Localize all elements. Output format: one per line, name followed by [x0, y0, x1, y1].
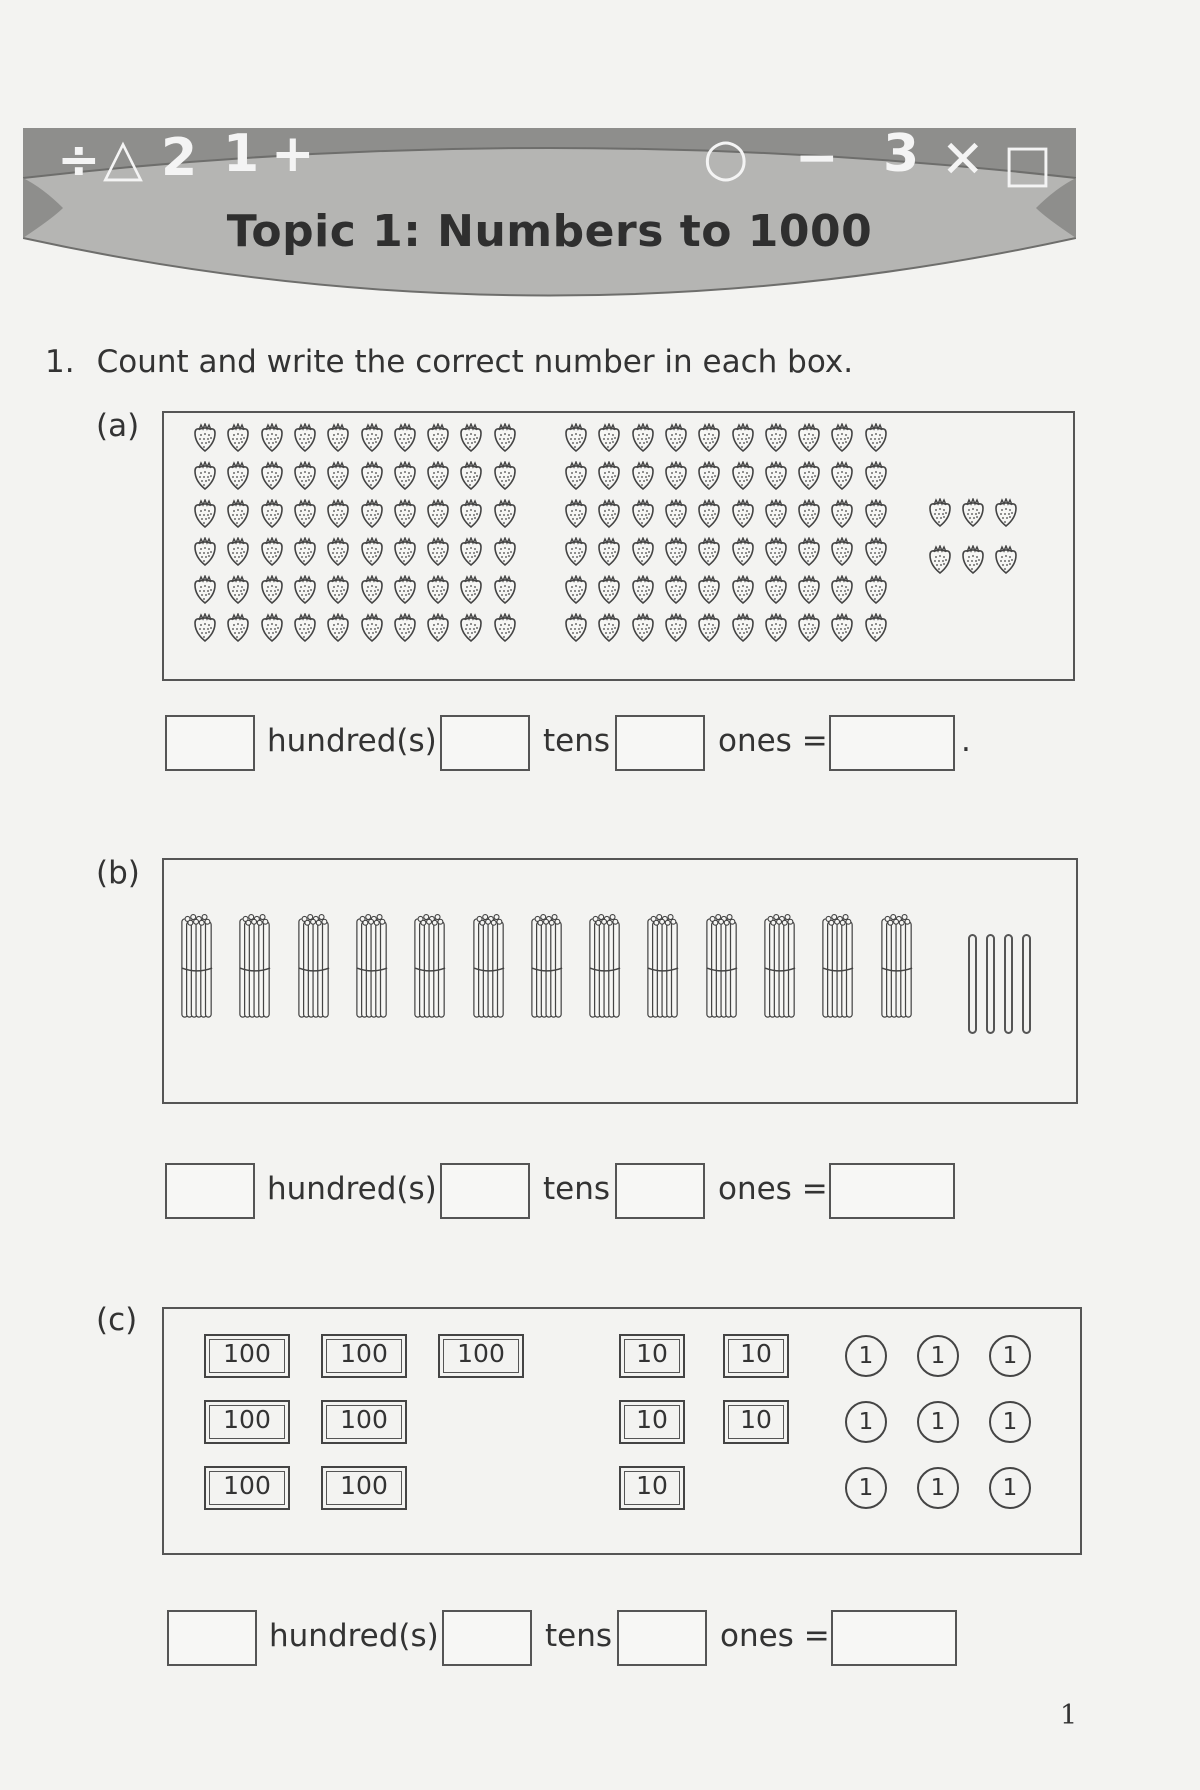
- strawberry-icon: [457, 575, 485, 605]
- loose-stick-icon: [1004, 934, 1013, 1034]
- strawberry-icon: [992, 545, 1020, 575]
- strawberry-icon: [862, 499, 890, 529]
- strawberry-icon: [391, 613, 419, 643]
- strawberry-icon: [862, 537, 890, 567]
- strawberry-icon: [358, 537, 386, 567]
- stick-bundle-icon: [472, 910, 506, 1028]
- strawberry-icon: [191, 461, 219, 491]
- strawberry-icon: [595, 613, 623, 643]
- strawberry-icon: [795, 461, 823, 491]
- strawberry-icon: [562, 461, 590, 491]
- strawberry-icon: [258, 423, 286, 453]
- strawberry-icon: [224, 575, 252, 605]
- three-symbol: 3: [883, 124, 920, 184]
- strawberry-icon: [258, 575, 286, 605]
- part-c-hundreds-label: hundred(s): [269, 1618, 439, 1654]
- part-c-ones-box[interactable]: [617, 1610, 707, 1666]
- strawberry-icon: [762, 499, 790, 529]
- strawberry-icon: [629, 461, 657, 491]
- hundred-block: 100: [321, 1400, 407, 1444]
- part-c-label: (c): [96, 1302, 138, 1338]
- strawberry-icon: [828, 575, 856, 605]
- loose-stick-icon: [1022, 934, 1031, 1034]
- square-symbol: □: [1003, 134, 1053, 194]
- strawberry-icon: [291, 461, 319, 491]
- stick-bundle-icon: [588, 910, 622, 1028]
- strawberry-icon: [662, 537, 690, 567]
- strawberry-icon: [424, 499, 452, 529]
- ten-block: 10: [619, 1400, 685, 1444]
- strawberry-icon: [762, 575, 790, 605]
- hundred-block: 100: [204, 1334, 290, 1378]
- one-coin: 1: [989, 1467, 1031, 1509]
- strawberry-icon: [662, 423, 690, 453]
- strawberry-icon: [258, 499, 286, 529]
- strawberry-icon: [358, 613, 386, 643]
- strawberry-icon: [324, 537, 352, 567]
- stick-bundle-icon: [355, 910, 389, 1028]
- part-a-hundreds-box[interactable]: [165, 715, 255, 771]
- strawberry-icon: [862, 423, 890, 453]
- hundred-block: 100: [321, 1466, 407, 1510]
- strawberry-icon: [258, 537, 286, 567]
- strawberry-icon: [391, 575, 419, 605]
- strawberry-icon: [595, 461, 623, 491]
- strawberry-icon: [695, 613, 723, 643]
- strawberry-icon: [562, 537, 590, 567]
- part-b-tens-label: tens: [543, 1171, 611, 1207]
- strawberry-icon: [595, 575, 623, 605]
- strawberry-icon: [862, 461, 890, 491]
- ten-block: 10: [619, 1466, 685, 1510]
- stick-bundle-icon: [530, 910, 564, 1028]
- strawberry-icon: [224, 537, 252, 567]
- strawberry-icon: [562, 499, 590, 529]
- loose-stick-icon: [968, 934, 977, 1034]
- part-c-hundreds-box[interactable]: [167, 1610, 257, 1666]
- strawberry-icon: [191, 423, 219, 453]
- loose-stick-icon: [986, 934, 995, 1034]
- triangle-symbol: △: [103, 128, 143, 188]
- strawberry-icon: [595, 537, 623, 567]
- strawberry-icon: [926, 498, 954, 528]
- strawberry-icon: [258, 461, 286, 491]
- strawberry-icon: [695, 537, 723, 567]
- strawberry-icon: [191, 537, 219, 567]
- strawberry-icon: [795, 575, 823, 605]
- strawberry-icon: [191, 499, 219, 529]
- times-symbol: ✕: [941, 130, 985, 190]
- part-a-period: .: [961, 723, 971, 759]
- one-coin: 1: [917, 1335, 959, 1377]
- strawberry-icon: [695, 423, 723, 453]
- strawberry-icon: [562, 423, 590, 453]
- strawberry-icon: [762, 461, 790, 491]
- strawberry-icon: [662, 613, 690, 643]
- strawberry-icon: [258, 613, 286, 643]
- strawberry-icon: [491, 499, 519, 529]
- strawberry-icon: [391, 461, 419, 491]
- strawberry-icon: [629, 499, 657, 529]
- part-b-label: (b): [96, 855, 140, 891]
- two-symbol: 2: [161, 128, 198, 188]
- strawberry-icon: [992, 498, 1020, 528]
- strawberry-icon: [491, 461, 519, 491]
- strawberry-icon: [729, 499, 757, 529]
- strawberry-icon: [662, 575, 690, 605]
- page-title: Topic 1: Numbers to 1000: [226, 206, 873, 257]
- strawberry-icon: [926, 545, 954, 575]
- part-b-hundreds-box[interactable]: [165, 1163, 255, 1219]
- strawberry-icon: [457, 499, 485, 529]
- strawberry-icon: [695, 575, 723, 605]
- part-a-answer-row: [165, 715, 971, 773]
- ten-block: 10: [619, 1334, 685, 1378]
- strawberry-icon: [224, 461, 252, 491]
- part-b-ones-box[interactable]: [615, 1163, 705, 1219]
- strawberry-icon: [828, 613, 856, 643]
- strawberry-icon: [424, 461, 452, 491]
- strawberry-icon: [795, 613, 823, 643]
- hundred-block: 100: [204, 1466, 290, 1510]
- part-a-total-box[interactable]: [829, 715, 955, 771]
- part-c-ones-label: ones =: [720, 1618, 830, 1654]
- strawberry-icon: [629, 613, 657, 643]
- stick-bundle-icon: [413, 910, 447, 1028]
- strawberry-icon: [324, 575, 352, 605]
- strawberry-icon: [291, 613, 319, 643]
- stick-bundle-icon: [238, 910, 272, 1028]
- strawberry-icon: [729, 537, 757, 567]
- strawberry-icon: [795, 499, 823, 529]
- part-c-tens-label: tens: [545, 1618, 613, 1654]
- strawberry-icon: [324, 499, 352, 529]
- stick-bundle-icon: [821, 910, 855, 1028]
- stick-bundle-icon: [880, 910, 914, 1028]
- strawberry-icon: [862, 575, 890, 605]
- strawberry-icon: [324, 613, 352, 643]
- circle-symbol: ○: [703, 128, 749, 188]
- strawberry-icon: [629, 423, 657, 453]
- one-coin: 1: [917, 1401, 959, 1443]
- strawberry-icon: [662, 461, 690, 491]
- hundred-block: 100: [204, 1400, 290, 1444]
- one-coin: 1: [917, 1467, 959, 1509]
- topic-banner: [23, 124, 1076, 318]
- strawberry-icon: [595, 499, 623, 529]
- strawberry-icon: [358, 461, 386, 491]
- minus-symbol: −: [795, 128, 839, 188]
- part-a-label: (a): [96, 408, 140, 444]
- strawberry-icon: [491, 423, 519, 453]
- one-coin: 1: [845, 1401, 887, 1443]
- strawberry-icon: [828, 499, 856, 529]
- strawberry-icon: [457, 461, 485, 491]
- strawberry-icon: [424, 537, 452, 567]
- ten-block: 10: [723, 1334, 789, 1378]
- plus-symbol: +: [271, 124, 315, 184]
- strawberry-icon: [595, 423, 623, 453]
- part-b-picture-frame: [162, 858, 1078, 1104]
- hundred-block: 100: [438, 1334, 524, 1378]
- part-a-tens-box[interactable]: [440, 715, 530, 771]
- ten-block: 10: [723, 1400, 789, 1444]
- stick-bundle-icon: [646, 910, 680, 1028]
- strawberry-icon: [828, 423, 856, 453]
- strawberry-icon: [391, 499, 419, 529]
- stick-bundle-icon: [705, 910, 739, 1028]
- strawberry-icon: [959, 498, 987, 528]
- strawberry-icon: [358, 423, 386, 453]
- strawberry-icon: [828, 461, 856, 491]
- strawberry-icon: [358, 499, 386, 529]
- one-coin: 1: [989, 1335, 1031, 1377]
- strawberry-icon: [729, 461, 757, 491]
- strawberry-icon: [224, 499, 252, 529]
- one-coin: 1: [845, 1467, 887, 1509]
- strawberry-icon: [795, 423, 823, 453]
- strawberry-icon: [391, 537, 419, 567]
- strawberry-icon: [491, 537, 519, 567]
- strawberry-icon: [695, 499, 723, 529]
- strawberry-icon: [729, 575, 757, 605]
- one-coin: 1: [989, 1401, 1031, 1443]
- strawberry-icon: [224, 613, 252, 643]
- part-c-tens-box[interactable]: [442, 1610, 532, 1666]
- part-b-total-box[interactable]: [829, 1163, 955, 1219]
- strawberry-icon: [795, 537, 823, 567]
- part-b-hundreds-label: hundred(s): [267, 1171, 437, 1207]
- strawberry-icon: [224, 423, 252, 453]
- one-coin: 1: [845, 1335, 887, 1377]
- question-instruction: Count and write the correct number in each box.: [96, 344, 854, 380]
- part-c-total-box[interactable]: [831, 1610, 957, 1666]
- strawberry-icon: [562, 613, 590, 643]
- part-b-ones-label: ones =: [718, 1171, 828, 1207]
- strawberry-icon: [862, 613, 890, 643]
- strawberry-icon: [629, 537, 657, 567]
- strawberry-icon: [762, 537, 790, 567]
- part-b-answer-row: [165, 1163, 965, 1221]
- part-a-picture-frame: [162, 411, 1075, 681]
- strawberry-icon: [491, 613, 519, 643]
- hundred-block: 100: [321, 1334, 407, 1378]
- strawberry-icon: [291, 499, 319, 529]
- divide-symbol: ÷: [57, 130, 101, 190]
- part-c-answer-row: [165, 1610, 965, 1668]
- strawberry-icon: [729, 423, 757, 453]
- part-b-tens-box[interactable]: [440, 1163, 530, 1219]
- strawberry-icon: [762, 613, 790, 643]
- part-a-ones-box[interactable]: [615, 715, 705, 771]
- strawberry-icon: [324, 461, 352, 491]
- strawberry-icon: [191, 575, 219, 605]
- strawberry-icon: [562, 575, 590, 605]
- question-1: [45, 344, 853, 380]
- strawberry-icon: [457, 613, 485, 643]
- strawberry-icon: [828, 537, 856, 567]
- stick-bundle-icon: [297, 910, 331, 1028]
- page-number: 1: [1060, 1700, 1078, 1731]
- strawberry-icon: [191, 613, 219, 643]
- part-a-tens-label: tens: [543, 723, 611, 759]
- part-a-ones-label: ones =: [718, 723, 828, 759]
- strawberry-icon: [291, 423, 319, 453]
- strawberry-icon: [662, 499, 690, 529]
- strawberry-icon: [729, 613, 757, 643]
- strawberry-icon: [291, 575, 319, 605]
- strawberry-icon: [424, 613, 452, 643]
- strawberry-icon: [457, 423, 485, 453]
- strawberry-icon: [959, 545, 987, 575]
- strawberry-icon: [457, 537, 485, 567]
- strawberry-icon: [629, 575, 657, 605]
- part-a-hundreds-label: hundred(s): [267, 723, 437, 759]
- stick-bundle-icon: [763, 910, 797, 1028]
- strawberry-icon: [358, 575, 386, 605]
- strawberry-icon: [424, 575, 452, 605]
- strawberry-icon: [424, 423, 452, 453]
- strawberry-icon: [762, 423, 790, 453]
- stick-bundle-icon: [180, 910, 214, 1028]
- strawberry-icon: [391, 423, 419, 453]
- one-symbol: 1: [223, 124, 260, 184]
- strawberry-icon: [291, 537, 319, 567]
- strawberry-icon: [324, 423, 352, 453]
- part-c-picture-frame: [162, 1307, 1082, 1555]
- strawberry-icon: [695, 461, 723, 491]
- strawberry-icon: [491, 575, 519, 605]
- question-number: 1.: [45, 344, 75, 380]
